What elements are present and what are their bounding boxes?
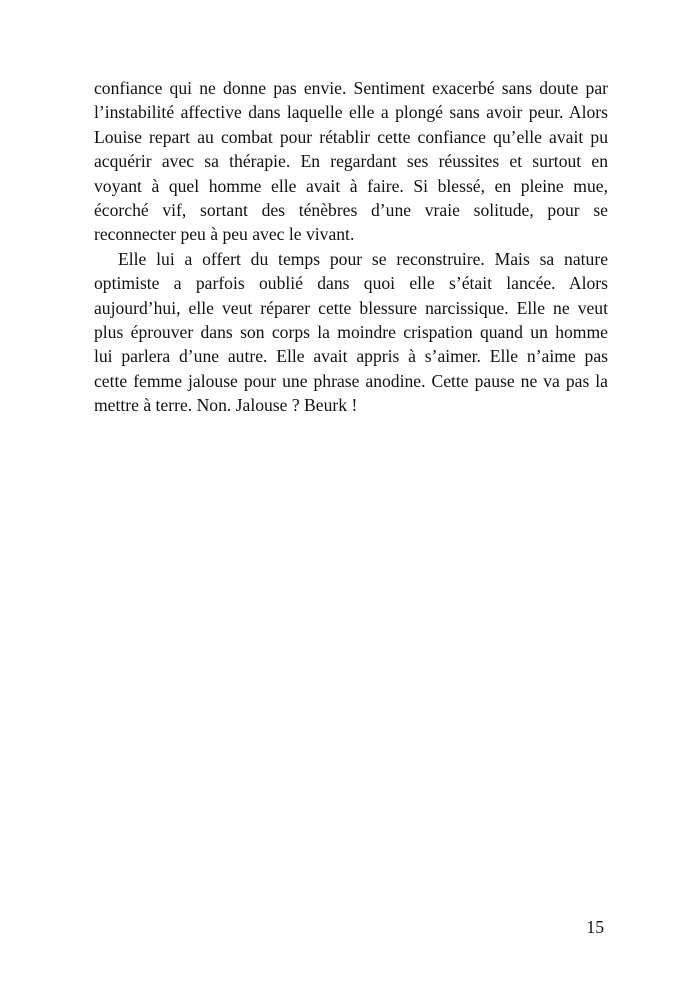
text-line: aujourd’hui, elle veut réparer cette blessure narcissique. Elle ne veut (94, 297, 608, 318)
text-line: confiance qui ne donne pas envie. Sentiment exacerbé sans doute par (94, 78, 608, 98)
paragraph-2 (94, 247, 608, 418)
text-line: Louise repart au combat pour rétablir cette confiance qu’elle avait pu (94, 126, 608, 147)
text-line: optimiste a parfois oublié dans quoi elle s’était lancée. Alors (94, 273, 608, 294)
paragraph-1 (94, 76, 608, 247)
text-line: cette femme jalouse pour une phrase anodine. Cette pause ne va pas la (94, 370, 608, 391)
text-line: l’instabilité affective dans laquelle elle a plongé sans avoir peur. Alors (94, 102, 608, 123)
text-line: acquérir avec sa thérapie. En regardant ses réussites et surtout en (94, 151, 608, 172)
body-text (94, 76, 608, 417)
text-line: Elle lui a offert du temps pour se reconstruire. Mais sa nature (118, 248, 608, 269)
page-number: 15 (586, 917, 604, 937)
text-line: reconnecter peu à peu avec le vivant. (94, 224, 355, 245)
text-line: voyant à quel homme elle avait à faire. Si blessé, en pleine mue, (94, 175, 608, 196)
text-line: lui parlera d’une autre. Elle avait appris à s’aimer. Elle n’aime pas (94, 346, 608, 367)
text-line: mettre à terre. Non. Jalouse ? Beurk ! (94, 395, 358, 416)
text-line: écorché vif, sortant des ténèbres d’une vraie solitude, pour se (94, 199, 608, 220)
text-line: plus éprouver dans son corps la moindre crispation quand un homme (94, 321, 608, 342)
